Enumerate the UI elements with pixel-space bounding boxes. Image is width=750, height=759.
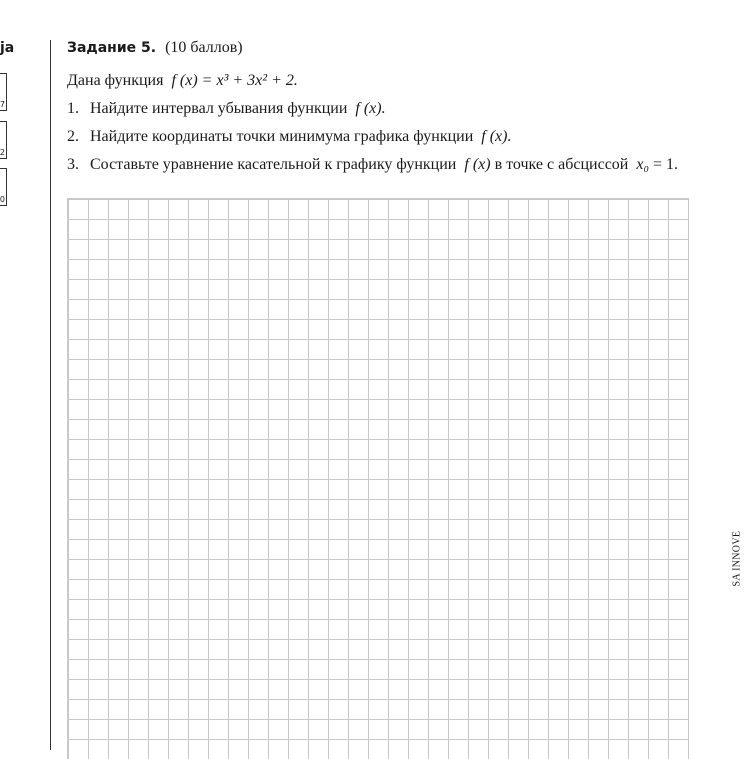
item-formula: f (x) (464, 156, 491, 173)
margin-label: ja (0, 40, 15, 56)
task-title: Задание 5. (67, 40, 157, 56)
task-item (67, 128, 511, 146)
item-formula: f (x). (355, 100, 386, 117)
intro-formula: f (x) = x³ + 3x² + 2. (171, 72, 298, 89)
score-box (0, 73, 7, 111)
score-box (0, 121, 7, 159)
item-text: Найдите интервал убывания функции (90, 100, 348, 117)
item-text-end: = 1. (653, 156, 679, 173)
item-number: 2. (67, 128, 79, 145)
task-item (67, 156, 678, 174)
item-text: Составьте уравнение касательной к графику функции (90, 156, 457, 173)
task-intro (67, 72, 298, 90)
side-watermark: SA INNOVE (731, 530, 743, 587)
answer-grid[interactable] (67, 198, 689, 759)
task-item (67, 100, 386, 118)
item-text-continued: в точке с абсциссой (494, 156, 629, 173)
intro-text: Дана функция (67, 72, 164, 89)
score-box-mark: 7 (0, 100, 5, 109)
task-points: (10 баллов) (165, 39, 243, 56)
item-number: 3. (67, 156, 79, 173)
item-text: Найдите координаты точки минимума графика функции (90, 128, 474, 145)
item-formula-x0: x₀ (636, 156, 650, 173)
item-formula: f (x). (481, 128, 512, 145)
score-box (0, 168, 7, 206)
task-heading (67, 39, 243, 57)
score-box-mark: 0 (0, 195, 5, 204)
score-box-mark: 2 (0, 148, 5, 157)
margin-divider (50, 40, 51, 750)
item-number: 1. (67, 100, 79, 117)
